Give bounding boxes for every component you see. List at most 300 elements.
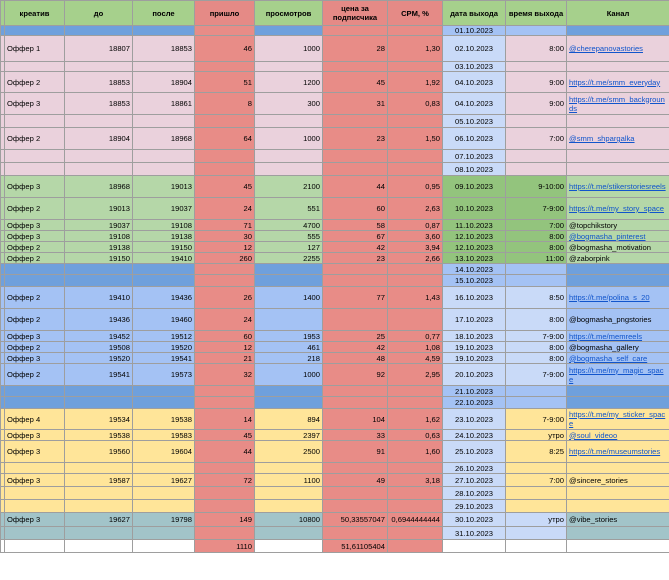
creative-cell[interactable]: Оффер 3: [5, 474, 65, 487]
arrived-cell[interactable]: [195, 500, 255, 513]
views-cell[interactable]: 2500: [255, 441, 323, 463]
arrived-cell[interactable]: [195, 163, 255, 176]
cpm-cell[interactable]: 1,43: [388, 287, 443, 309]
before-cell[interactable]: [65, 115, 133, 128]
release-date-cell[interactable]: 27.10.2023: [443, 474, 506, 487]
subscriber-price-cell[interactable]: 23: [323, 253, 388, 264]
subscriber-price-cell[interactable]: [323, 386, 388, 397]
before-cell[interactable]: 19520: [65, 353, 133, 364]
after-cell[interactable]: 18904: [133, 72, 195, 93]
release-date-cell[interactable]: 19.10.2023: [443, 342, 506, 353]
views-cell[interactable]: 10800: [255, 513, 323, 527]
release-time-cell[interactable]: 11:00: [506, 253, 567, 264]
cpm-cell[interactable]: 1,30: [388, 36, 443, 62]
creative-cell[interactable]: Оффер 3: [5, 220, 65, 231]
release-date-cell[interactable]: 22.10.2023: [443, 397, 506, 409]
release-date-cell[interactable]: 03.10.2023: [443, 62, 506, 72]
subscriber-price-cell[interactable]: 23: [323, 128, 388, 150]
before-cell[interactable]: 19508: [65, 342, 133, 353]
creative-cell[interactable]: Оффер 3: [5, 513, 65, 527]
views-cell[interactable]: [255, 264, 323, 275]
release-date-cell[interactable]: 04.10.2023: [443, 93, 506, 115]
subscriber-price-cell[interactable]: [323, 26, 388, 36]
after-cell[interactable]: [133, 26, 195, 36]
after-cell[interactable]: [133, 386, 195, 397]
arrived-cell[interactable]: 30: [195, 231, 255, 242]
before-cell[interactable]: 19534: [65, 409, 133, 430]
cpm-cell[interactable]: 0,95: [388, 176, 443, 198]
after-cell[interactable]: 18968: [133, 128, 195, 150]
before-cell[interactable]: 19410: [65, 287, 133, 309]
channel-cell[interactable]: [567, 527, 669, 540]
release-time-cell[interactable]: [506, 500, 567, 513]
creative-cell[interactable]: Оффер 3: [5, 441, 65, 463]
cpm-cell[interactable]: [388, 264, 443, 275]
release-time-cell[interactable]: 8:25: [506, 441, 567, 463]
creative-cell[interactable]: [5, 62, 65, 72]
subscriber-price-cell[interactable]: 45: [323, 72, 388, 93]
subscriber-price-cell[interactable]: 104: [323, 409, 388, 430]
release-date-cell[interactable]: 21.10.2023: [443, 386, 506, 397]
channel-cell[interactable]: [567, 331, 669, 342]
arrived-cell[interactable]: 14: [195, 409, 255, 430]
release-time-cell[interactable]: [506, 163, 567, 176]
views-cell[interactable]: 2255: [255, 253, 323, 264]
after-cell[interactable]: 19538: [133, 409, 195, 430]
release-date-cell[interactable]: 24.10.2023: [443, 430, 506, 441]
channel-link[interactable]: https://t.me/my_magic_space: [569, 365, 664, 384]
cpm-cell[interactable]: 3,94: [388, 242, 443, 253]
before-cell[interactable]: 19150: [65, 253, 133, 264]
channel-cell[interactable]: [567, 198, 669, 220]
arrived-cell[interactable]: 46: [195, 36, 255, 62]
after-cell[interactable]: [133, 397, 195, 409]
release-time-cell[interactable]: 8:00: [506, 309, 567, 331]
before-cell[interactable]: [65, 527, 133, 540]
views-cell[interactable]: 1100: [255, 474, 323, 487]
subscriber-price-cell[interactable]: 91: [323, 441, 388, 463]
cpm-cell[interactable]: [388, 397, 443, 409]
creative-cell[interactable]: Оффер 1: [5, 36, 65, 62]
release-time-cell[interactable]: [506, 540, 567, 553]
release-date-cell[interactable]: 11.10.2023: [443, 220, 506, 231]
before-cell[interactable]: 18904: [65, 128, 133, 150]
arrived-cell[interactable]: 26: [195, 287, 255, 309]
after-cell[interactable]: 19410: [133, 253, 195, 264]
release-date-cell[interactable]: 26.10.2023: [443, 463, 506, 474]
after-cell[interactable]: [133, 500, 195, 513]
release-time-cell[interactable]: 7-9:00: [506, 409, 567, 430]
after-cell[interactable]: 19512: [133, 331, 195, 342]
subscriber-price-cell[interactable]: 25: [323, 331, 388, 342]
channel-cell[interactable]: [567, 353, 669, 364]
after-cell[interactable]: 19541: [133, 353, 195, 364]
arrived-cell[interactable]: [195, 527, 255, 540]
arrived-cell[interactable]: 45: [195, 430, 255, 441]
arrived-cell[interactable]: [195, 487, 255, 500]
cpm-cell[interactable]: 2,95: [388, 364, 443, 386]
cpm-cell[interactable]: 1,92: [388, 72, 443, 93]
after-cell[interactable]: 19604: [133, 441, 195, 463]
channel-cell[interactable]: [567, 474, 669, 487]
creative-cell[interactable]: Оффер 3: [5, 430, 65, 441]
views-cell[interactable]: [255, 275, 323, 287]
release-date-cell[interactable]: 02.10.2023: [443, 36, 506, 62]
release-time-cell[interactable]: 9-10:00: [506, 176, 567, 198]
release-date-cell[interactable]: 23.10.2023: [443, 409, 506, 430]
views-cell[interactable]: [255, 150, 323, 163]
before-cell[interactable]: 19541: [65, 364, 133, 386]
after-cell[interactable]: 18861: [133, 93, 195, 115]
after-cell[interactable]: [133, 150, 195, 163]
arrived-cell[interactable]: [195, 397, 255, 409]
creative-cell[interactable]: [5, 463, 65, 474]
before-cell[interactable]: 19627: [65, 513, 133, 527]
channel-cell[interactable]: [567, 386, 669, 397]
subscriber-price-cell[interactable]: [323, 62, 388, 72]
release-time-cell[interactable]: [506, 115, 567, 128]
after-cell[interactable]: [133, 527, 195, 540]
arrived-cell[interactable]: 12: [195, 242, 255, 253]
subscriber-price-cell[interactable]: [323, 264, 388, 275]
channel-cell[interactable]: [567, 163, 669, 176]
arrived-cell[interactable]: 149: [195, 513, 255, 527]
channel-link[interactable]: https://t.me/smm_everyday: [569, 77, 661, 87]
release-time-cell[interactable]: 8:00: [506, 231, 567, 242]
subscriber-price-cell[interactable]: [323, 487, 388, 500]
arrived-cell[interactable]: 72: [195, 474, 255, 487]
before-cell[interactable]: 18807: [65, 36, 133, 62]
cpm-cell[interactable]: [388, 463, 443, 474]
cpm-cell[interactable]: [388, 527, 443, 540]
views-cell[interactable]: 1000: [255, 128, 323, 150]
release-time-cell[interactable]: 8:00: [506, 36, 567, 62]
creative-cell[interactable]: [5, 500, 65, 513]
after-cell[interactable]: [133, 163, 195, 176]
subscriber-price-cell[interactable]: 42: [323, 242, 388, 253]
channel-link[interactable]: @bogmasha_pinterest: [569, 231, 646, 241]
release-date-cell[interactable]: 17.10.2023: [443, 309, 506, 331]
after-cell[interactable]: 19013: [133, 176, 195, 198]
channel-cell[interactable]: [567, 176, 669, 198]
channel-link[interactable]: @bogmasha_self_care: [569, 353, 648, 363]
subscriber-price-cell[interactable]: [323, 163, 388, 176]
header-cell[interactable]: просмотров: [255, 1, 323, 26]
subscriber-price-cell[interactable]: 67: [323, 231, 388, 242]
channel-cell[interactable]: [567, 463, 669, 474]
before-cell[interactable]: [65, 150, 133, 163]
views-cell[interactable]: [255, 487, 323, 500]
channel-link[interactable]: @smm_shpargalka: [569, 134, 635, 143]
channel-cell[interactable]: [567, 513, 669, 527]
after-cell[interactable]: [133, 540, 195, 553]
views-cell[interactable]: 555: [255, 231, 323, 242]
before-cell[interactable]: [65, 487, 133, 500]
creative-cell[interactable]: [5, 26, 65, 36]
creative-cell[interactable]: Оффер 4: [5, 409, 65, 430]
after-cell[interactable]: [133, 62, 195, 72]
cpm-cell[interactable]: [388, 487, 443, 500]
cpm-cell[interactable]: 1,60: [388, 441, 443, 463]
views-cell[interactable]: [255, 463, 323, 474]
arrived-cell[interactable]: 260: [195, 253, 255, 264]
channel-link[interactable]: https://t.me/smm_backgrounds: [569, 94, 665, 113]
channel-cell[interactable]: [567, 220, 669, 231]
release-date-cell[interactable]: 18.10.2023: [443, 331, 506, 342]
release-date-cell[interactable]: 01.10.2023: [443, 26, 506, 36]
release-date-cell[interactable]: 12.10.2023: [443, 242, 506, 253]
release-time-cell[interactable]: 9:00: [506, 72, 567, 93]
views-cell[interactable]: 1000: [255, 36, 323, 62]
subscriber-price-cell[interactable]: 58: [323, 220, 388, 231]
creative-cell[interactable]: Оффер 3: [5, 231, 65, 242]
subscriber-price-cell[interactable]: 44: [323, 176, 388, 198]
subscriber-price-cell[interactable]: 92: [323, 364, 388, 386]
release-time-cell[interactable]: [506, 62, 567, 72]
release-time-cell[interactable]: [506, 150, 567, 163]
arrived-cell[interactable]: [195, 62, 255, 72]
release-time-cell[interactable]: [506, 487, 567, 500]
release-time-cell[interactable]: 8:00: [506, 342, 567, 353]
subscriber-price-cell[interactable]: [323, 397, 388, 409]
channel-link[interactable]: @cherepanovastories: [569, 44, 643, 53]
release-date-cell[interactable]: 15.10.2023: [443, 275, 506, 287]
creative-cell[interactable]: Оффер 2: [5, 364, 65, 386]
release-date-cell[interactable]: 29.10.2023: [443, 500, 506, 513]
subscriber-price-cell[interactable]: 49: [323, 474, 388, 487]
channel-link[interactable]: https://t.me/memreels: [569, 331, 643, 341]
views-cell[interactable]: [255, 397, 323, 409]
release-date-cell[interactable]: 14.10.2023: [443, 264, 506, 275]
header-cell[interactable]: цена за подписчика: [323, 1, 388, 26]
arrived-cell[interactable]: 8: [195, 93, 255, 115]
views-cell[interactable]: 1400: [255, 287, 323, 309]
release-date-cell[interactable]: [443, 540, 506, 553]
channel-cell[interactable]: [567, 287, 669, 309]
release-date-cell[interactable]: 05.10.2023: [443, 115, 506, 128]
creative-cell[interactable]: [5, 275, 65, 287]
release-date-cell[interactable]: 04.10.2023: [443, 72, 506, 93]
after-cell[interactable]: [133, 275, 195, 287]
channel-cell[interactable]: [567, 397, 669, 409]
subscriber-price-cell[interactable]: [323, 275, 388, 287]
before-cell[interactable]: [65, 386, 133, 397]
release-time-cell[interactable]: [506, 275, 567, 287]
cpm-cell[interactable]: 0,77: [388, 331, 443, 342]
cpm-cell[interactable]: [388, 275, 443, 287]
release-time-cell[interactable]: 8:50: [506, 287, 567, 309]
before-cell[interactable]: 19538: [65, 430, 133, 441]
cpm-cell[interactable]: [388, 150, 443, 163]
views-cell[interactable]: [255, 500, 323, 513]
header-cell[interactable]: до: [65, 1, 133, 26]
after-cell[interactable]: 18853: [133, 36, 195, 62]
release-time-cell[interactable]: 7-9:00: [506, 364, 567, 386]
release-time-cell[interactable]: [506, 386, 567, 397]
arrived-cell[interactable]: 51: [195, 72, 255, 93]
release-date-cell[interactable]: 16.10.2023: [443, 287, 506, 309]
release-time-cell[interactable]: [506, 527, 567, 540]
channel-cell[interactable]: [567, 26, 669, 36]
release-date-cell[interactable]: 10.10.2023: [443, 198, 506, 220]
subscriber-price-cell[interactable]: [323, 463, 388, 474]
cpm-cell[interactable]: 2,63: [388, 198, 443, 220]
release-time-cell[interactable]: 7-9:00: [506, 198, 567, 220]
subscriber-price-cell[interactable]: [323, 500, 388, 513]
cpm-cell[interactable]: [388, 26, 443, 36]
cpm-cell[interactable]: [388, 386, 443, 397]
release-date-cell[interactable]: 25.10.2023: [443, 441, 506, 463]
before-cell[interactable]: 19587: [65, 474, 133, 487]
header-cell[interactable]: пришло: [195, 1, 255, 26]
subscriber-price-cell[interactable]: 48: [323, 353, 388, 364]
before-cell[interactable]: 19037: [65, 220, 133, 231]
release-time-cell[interactable]: [506, 397, 567, 409]
before-cell[interactable]: [65, 463, 133, 474]
before-cell[interactable]: [65, 62, 133, 72]
channel-cell[interactable]: [567, 115, 669, 128]
release-time-cell[interactable]: 9:00: [506, 93, 567, 115]
channel-cell[interactable]: [567, 487, 669, 500]
views-cell[interactable]: 1000: [255, 364, 323, 386]
after-cell[interactable]: [133, 463, 195, 474]
channel-cell[interactable]: [567, 231, 669, 242]
cpm-cell[interactable]: 3,18: [388, 474, 443, 487]
views-cell[interactable]: 300: [255, 93, 323, 115]
creative-cell[interactable]: Оффер 3: [5, 331, 65, 342]
subscriber-price-cell[interactable]: 31: [323, 93, 388, 115]
channel-cell[interactable]: [567, 540, 669, 553]
arrived-cell[interactable]: [195, 275, 255, 287]
creative-cell[interactable]: Оффер 2: [5, 198, 65, 220]
before-cell[interactable]: 19108: [65, 231, 133, 242]
arrived-cell[interactable]: [195, 150, 255, 163]
subscriber-price-cell[interactable]: [323, 115, 388, 128]
views-cell[interactable]: 2100: [255, 176, 323, 198]
arrived-cell[interactable]: 24: [195, 309, 255, 331]
release-date-cell[interactable]: 19.10.2023: [443, 353, 506, 364]
release-time-cell[interactable]: 7:00: [506, 220, 567, 231]
channel-link[interactable]: @soul_videoo: [569, 430, 618, 440]
channel-cell[interactable]: [567, 62, 669, 72]
subscriber-price-cell[interactable]: [323, 309, 388, 331]
arrived-cell[interactable]: 45: [195, 176, 255, 198]
after-cell[interactable]: 19627: [133, 474, 195, 487]
creative-cell[interactable]: [5, 397, 65, 409]
views-cell[interactable]: 551: [255, 198, 323, 220]
creative-cell[interactable]: Оффер 2: [5, 128, 65, 150]
arrived-cell[interactable]: 71: [195, 220, 255, 231]
release-time-cell[interactable]: 7:00: [506, 474, 567, 487]
header-cell[interactable]: CPM, %: [388, 1, 443, 26]
cpm-cell[interactable]: [388, 309, 443, 331]
header-cell[interactable]: Канал: [567, 1, 669, 26]
release-time-cell[interactable]: [506, 463, 567, 474]
release-time-cell[interactable]: [506, 264, 567, 275]
after-cell[interactable]: 19798: [133, 513, 195, 527]
subscriber-price-cell[interactable]: 42: [323, 342, 388, 353]
cpm-cell[interactable]: [388, 115, 443, 128]
views-cell[interactable]: 461: [255, 342, 323, 353]
views-cell[interactable]: [255, 309, 323, 331]
after-cell[interactable]: 19436: [133, 287, 195, 309]
after-cell[interactable]: 19037: [133, 198, 195, 220]
channel-cell[interactable]: [567, 242, 669, 253]
release-time-cell[interactable]: 8:00: [506, 242, 567, 253]
cpm-cell[interactable]: 0,83: [388, 93, 443, 115]
before-cell[interactable]: [65, 163, 133, 176]
after-cell[interactable]: 19150: [133, 242, 195, 253]
channel-link[interactable]: https://t.me/museumstories: [569, 447, 661, 456]
cpm-cell[interactable]: 0,63: [388, 430, 443, 441]
before-cell[interactable]: [65, 397, 133, 409]
arrived-cell[interactable]: 12: [195, 342, 255, 353]
subscriber-price-cell[interactable]: [323, 150, 388, 163]
before-cell[interactable]: 19436: [65, 309, 133, 331]
views-cell[interactable]: [255, 540, 323, 553]
channel-cell[interactable]: [567, 309, 669, 331]
before-cell[interactable]: 19138: [65, 242, 133, 253]
arrived-cell[interactable]: 32: [195, 364, 255, 386]
subscriber-price-cell[interactable]: 33: [323, 430, 388, 441]
channel-link[interactable]: https://t.me/stikerstoriesreels: [569, 182, 666, 191]
views-cell[interactable]: [255, 386, 323, 397]
release-date-cell[interactable]: 07.10.2023: [443, 150, 506, 163]
creative-cell[interactable]: Оффер 3: [5, 93, 65, 115]
subscriber-price-cell[interactable]: 51,61105404: [323, 540, 388, 553]
cpm-cell[interactable]: 0,6944444444: [388, 513, 443, 527]
arrived-cell[interactable]: [195, 386, 255, 397]
channel-cell[interactable]: [567, 500, 669, 513]
release-time-cell[interactable]: 7:00: [506, 128, 567, 150]
release-time-cell[interactable]: утро: [506, 430, 567, 441]
release-time-cell[interactable]: 8:00: [506, 353, 567, 364]
creative-cell[interactable]: [5, 150, 65, 163]
channel-link[interactable]: https://t.me/my_sticker_space: [569, 410, 666, 428]
cpm-cell[interactable]: [388, 62, 443, 72]
arrived-cell[interactable]: 1110: [195, 540, 255, 553]
views-cell[interactable]: [255, 527, 323, 540]
before-cell[interactable]: 18968: [65, 176, 133, 198]
creative-cell[interactable]: [5, 527, 65, 540]
subscriber-price-cell[interactable]: 50,33557047: [323, 513, 388, 527]
views-cell[interactable]: 894: [255, 409, 323, 430]
after-cell[interactable]: 19460: [133, 309, 195, 331]
before-cell[interactable]: 18853: [65, 93, 133, 115]
before-cell[interactable]: [65, 540, 133, 553]
creative-cell[interactable]: [5, 540, 65, 553]
channel-cell[interactable]: [567, 264, 669, 275]
before-cell[interactable]: [65, 26, 133, 36]
channel-cell[interactable]: [567, 150, 669, 163]
cpm-cell[interactable]: 0,87: [388, 220, 443, 231]
release-date-cell[interactable]: 13.10.2023: [443, 253, 506, 264]
cpm-cell[interactable]: 3,60: [388, 231, 443, 242]
arrived-cell[interactable]: 24: [195, 198, 255, 220]
before-cell[interactable]: [65, 500, 133, 513]
header-cell[interactable]: после: [133, 1, 195, 26]
after-cell[interactable]: 19573: [133, 364, 195, 386]
after-cell[interactable]: 19138: [133, 231, 195, 242]
channel-cell[interactable]: [567, 93, 669, 115]
views-cell[interactable]: 4700: [255, 220, 323, 231]
views-cell[interactable]: 2397: [255, 430, 323, 441]
creative-cell[interactable]: [5, 386, 65, 397]
views-cell[interactable]: [255, 62, 323, 72]
views-cell[interactable]: 1200: [255, 72, 323, 93]
release-date-cell[interactable]: 28.10.2023: [443, 487, 506, 500]
before-cell[interactable]: 19452: [65, 331, 133, 342]
